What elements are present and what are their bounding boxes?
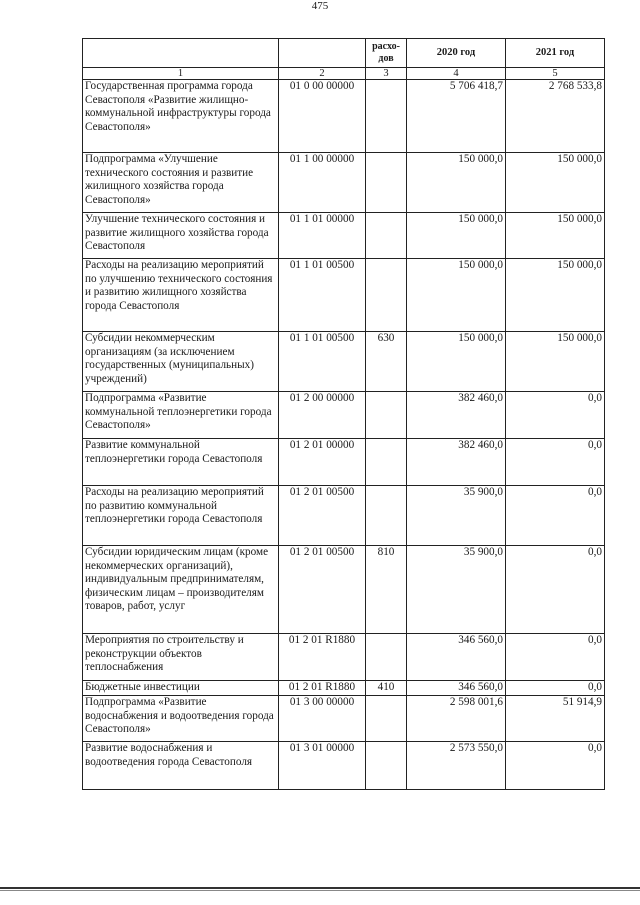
table-row	[83, 392, 605, 439]
row-code: 01 3 00 00000	[279, 696, 366, 742]
row-amount-2021: 150 000,0	[506, 213, 605, 259]
row-amount-2021: 0,0	[506, 439, 605, 486]
row-name: Развитие водоснабжения и водоотведения города Севастополя	[83, 742, 279, 790]
row-expense-type	[366, 80, 407, 153]
header-name	[83, 39, 279, 68]
row-code: 01 3 01 00000	[279, 742, 366, 790]
table-row	[83, 153, 605, 213]
row-expense-type	[366, 634, 407, 681]
table-row	[83, 439, 605, 486]
column-number: 1	[83, 68, 279, 80]
row-amount-2021: 150 000,0	[506, 332, 605, 392]
scan-edge-line	[0, 887, 640, 889]
row-amount-2021: 0,0	[506, 634, 605, 681]
table-row	[83, 634, 605, 681]
row-amount-2021: 0,0	[506, 681, 605, 696]
row-name: Подпрограмма «Развитие водоснабжения и водоотведения города Севастополя»	[83, 696, 279, 742]
row-name: Субсидии некоммерческим организациям (за исключением государственных (муниципальных) учреждений)	[83, 332, 279, 392]
row-code: 01 2 01 00000	[279, 439, 366, 486]
table-row	[83, 80, 605, 153]
row-amount-2021: 0,0	[506, 392, 605, 439]
row-amount-2020: 150 000,0	[407, 332, 506, 392]
header-2020: 2020 год	[407, 39, 506, 68]
row-name: Субсидии юридическим лицам (кроме некоммерческих организаций), индивидуальным предпринимателям, физическим лицам – производителям товаров, работ, услуг	[83, 546, 279, 634]
row-name: Подпрограмма «Улучшение технического состояния и развитие жилищного хозяйства города Севастополя»	[83, 153, 279, 213]
row-name: Бюджетные инвестиции	[83, 681, 279, 696]
table-row	[83, 696, 605, 742]
row-code: 01 2 01 00500	[279, 546, 366, 634]
row-expense-type: 630	[366, 332, 407, 392]
row-name: Расходы на реализацию мероприятий по развитию коммунальной теплоэнергетики города Севастополя	[83, 486, 279, 546]
row-amount-2020: 150 000,0	[407, 213, 506, 259]
scan-edge-shadow	[0, 890, 640, 891]
row-code: 01 1 01 00000	[279, 213, 366, 259]
row-expense-type: 410	[366, 681, 407, 696]
row-amount-2021: 150 000,0	[506, 259, 605, 332]
row-amount-2021: 0,0	[506, 546, 605, 634]
row-expense-type	[366, 392, 407, 439]
row-amount-2020: 35 900,0	[407, 546, 506, 634]
row-code: 01 2 01 R1880	[279, 634, 366, 681]
row-expense-type	[366, 486, 407, 546]
row-code: 01 2 01 R1880	[279, 681, 366, 696]
row-name: Расходы на реализацию мероприятий по улучшению технического состояния и развитию жилищного хозяйства города Севастополя	[83, 259, 279, 332]
row-code: 01 1 01 00500	[279, 259, 366, 332]
budget-table	[82, 38, 605, 790]
row-expense-type: 810	[366, 546, 407, 634]
row-amount-2020: 382 460,0	[407, 392, 506, 439]
header-code	[279, 39, 366, 68]
header-row	[83, 39, 605, 68]
row-code: 01 2 00 00000	[279, 392, 366, 439]
row-expense-type	[366, 742, 407, 790]
row-amount-2020: 2 573 550,0	[407, 742, 506, 790]
table-row	[83, 486, 605, 546]
row-expense-type	[366, 153, 407, 213]
row-amount-2020: 150 000,0	[407, 153, 506, 213]
header-2021: 2021 год	[506, 39, 605, 68]
row-name: Подпрограмма «Развитие коммунальной теплоэнергетики города Севастополя»	[83, 392, 279, 439]
header-expense-type: расхо- дов	[366, 39, 407, 68]
table-row	[83, 332, 605, 392]
row-name: Улучшение технического состояния и развитие жилищного хозяйства города Севастополя	[83, 213, 279, 259]
row-code: 01 1 00 00000	[279, 153, 366, 213]
row-expense-type	[366, 696, 407, 742]
column-number: 5	[506, 68, 605, 80]
table-row	[83, 742, 605, 790]
row-amount-2020: 382 460,0	[407, 439, 506, 486]
row-expense-type	[366, 439, 407, 486]
row-code: 01 2 01 00500	[279, 486, 366, 546]
row-amount-2021: 0,0	[506, 742, 605, 790]
row-amount-2020: 346 560,0	[407, 634, 506, 681]
table-row	[83, 259, 605, 332]
table-row	[83, 546, 605, 634]
row-amount-2021: 2 768 533,8	[506, 80, 605, 153]
column-number: 4	[407, 68, 506, 80]
row-amount-2021: 51 914,9	[506, 696, 605, 742]
row-amount-2021: 0,0	[506, 486, 605, 546]
row-amount-2020: 2 598 001,6	[407, 696, 506, 742]
column-number: 3	[366, 68, 407, 80]
row-amount-2020: 5 706 418,7	[407, 80, 506, 153]
column-number: 2	[279, 68, 366, 80]
row-amount-2020: 35 900,0	[407, 486, 506, 546]
table-row	[83, 213, 605, 259]
page-number: 475	[311, 0, 329, 12]
row-amount-2020: 150 000,0	[407, 259, 506, 332]
row-name: Государственная программа города Севастополя «Развитие жилищно-коммунальной инфраструктуры города Севастополя»	[83, 80, 279, 153]
row-code: 01 1 01 00500	[279, 332, 366, 392]
row-expense-type	[366, 213, 407, 259]
table-row	[83, 681, 605, 696]
row-code: 01 0 00 00000	[279, 80, 366, 153]
column-number-row	[83, 68, 605, 80]
row-expense-type	[366, 259, 407, 332]
row-name: Развитие коммунальной теплоэнергетики города Севастополя	[83, 439, 279, 486]
row-amount-2020: 346 560,0	[407, 681, 506, 696]
row-amount-2021: 150 000,0	[506, 153, 605, 213]
row-name: Мероприятия по строительству и реконструкции объектов теплоснабжения	[83, 634, 279, 681]
